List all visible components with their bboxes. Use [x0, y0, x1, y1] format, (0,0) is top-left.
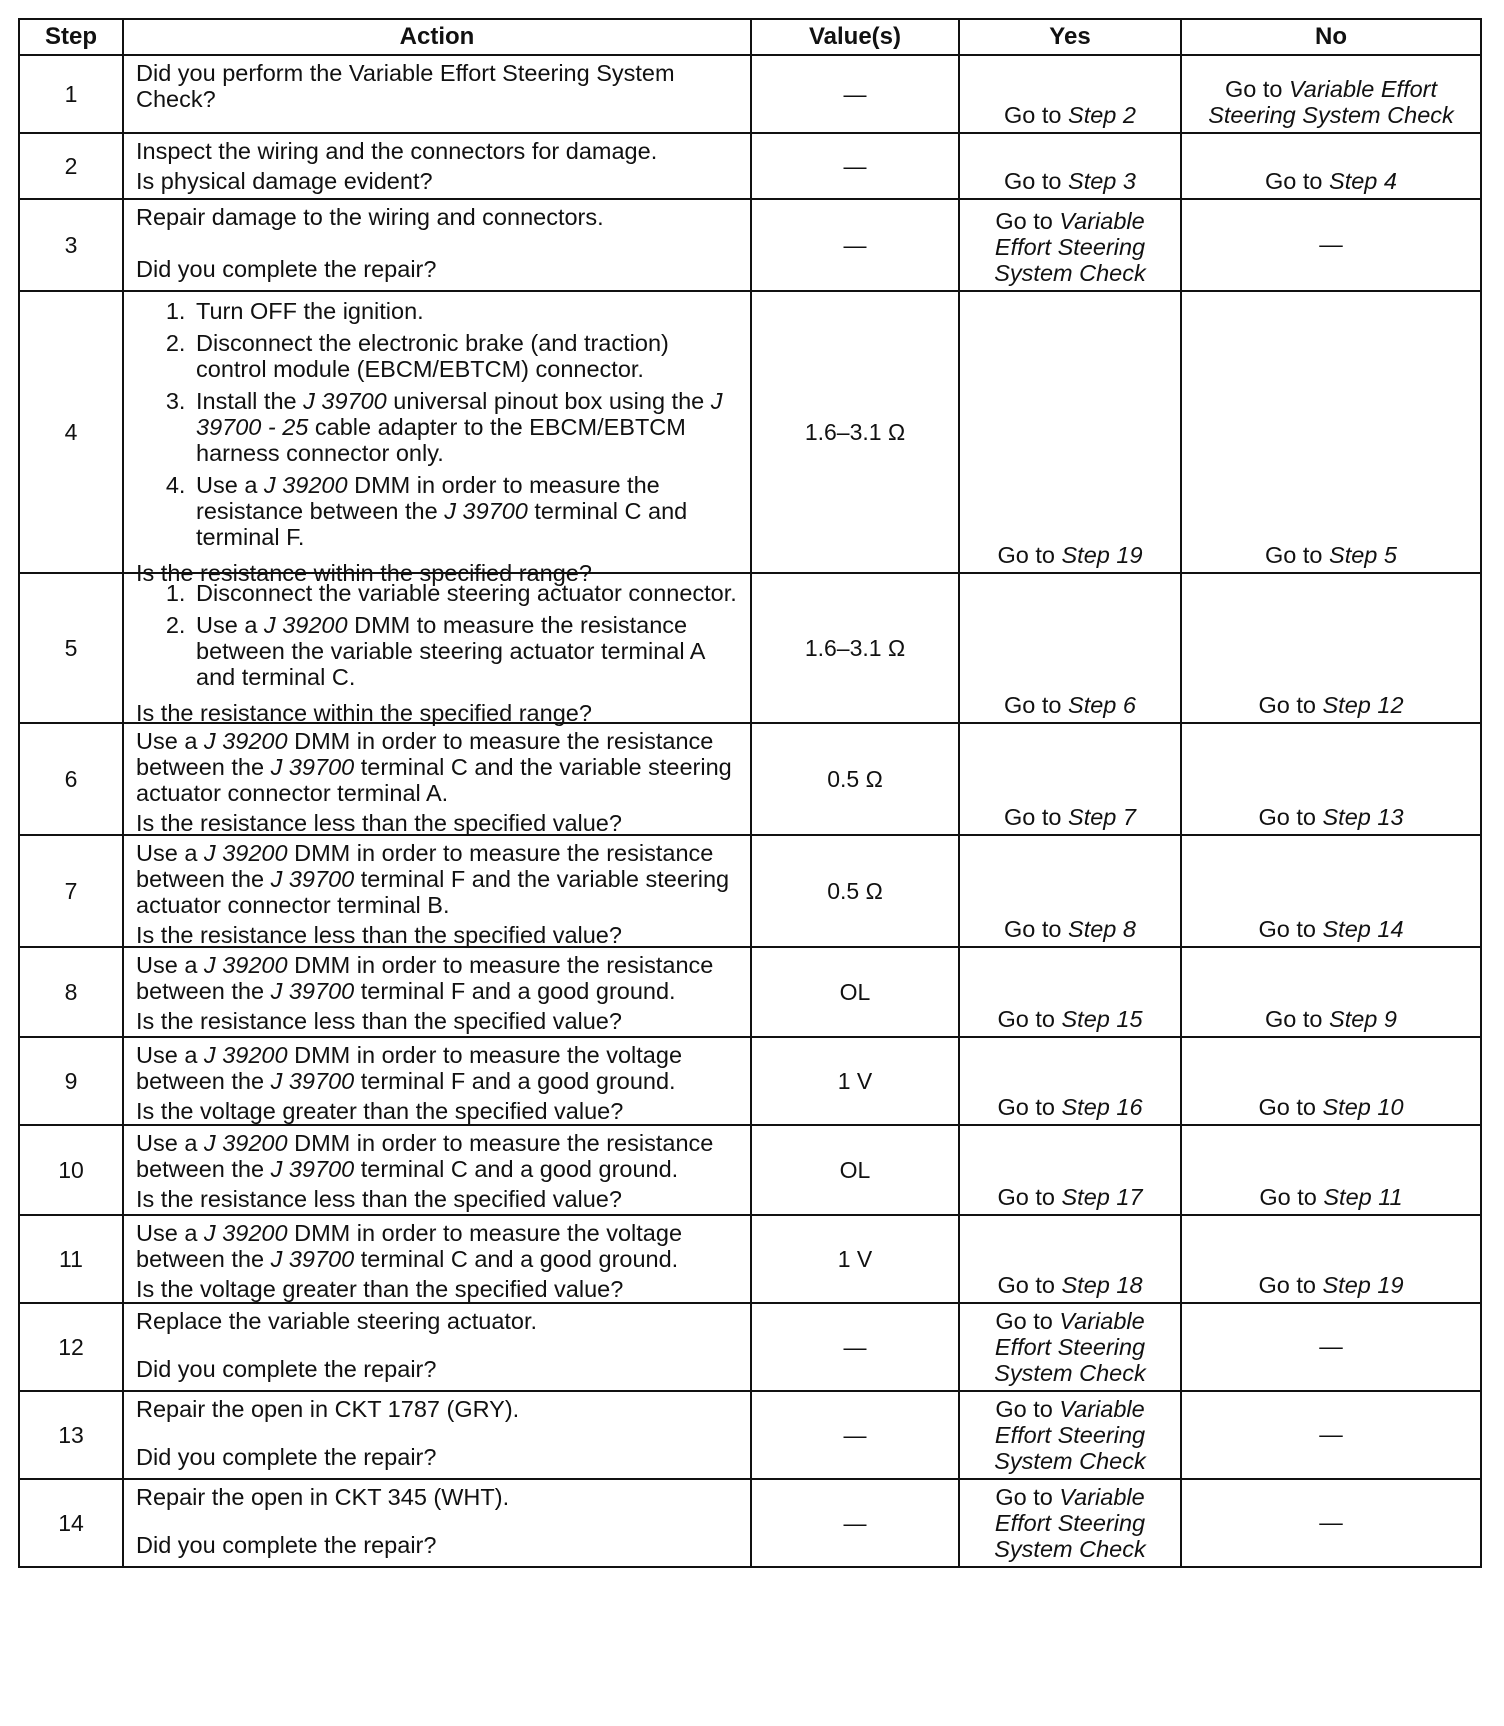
no-target: Step 5	[1329, 542, 1397, 568]
value-cell: —	[751, 1391, 959, 1479]
table-row	[19, 947, 1481, 1037]
no-cell: Go to Step 10	[1181, 1037, 1481, 1125]
action-text: Repair the open in CKT 345 (WHT).	[136, 1484, 510, 1510]
action-question: Is the resistance within the specified range?	[136, 560, 592, 586]
no-cell: Go to Step 14	[1181, 835, 1481, 947]
diagnostic-table	[18, 18, 1482, 1568]
yes-target: Variable Effort Steering System Check	[994, 1308, 1146, 1386]
value-cell: —	[751, 1479, 959, 1567]
no-target: Step 9	[1329, 1006, 1397, 1032]
table-row	[19, 573, 1481, 723]
no-cell: Go to Step 11	[1181, 1125, 1481, 1215]
table-row	[19, 723, 1481, 835]
header-yes: Yes	[959, 19, 1181, 55]
value-cell: OL	[751, 1125, 959, 1215]
action-text	[136, 296, 742, 556]
no-cell: Go to Step 9	[1181, 947, 1481, 1037]
no-cell: Go to Step 13	[1181, 723, 1481, 835]
action-cell	[123, 835, 751, 947]
action-cell	[123, 1479, 751, 1567]
yes-cell: Go to Step 16	[959, 1037, 1181, 1125]
table-row	[19, 55, 1481, 133]
no-cell: Go to Step 4	[1181, 133, 1481, 199]
value-cell: 0.5 Ω	[751, 835, 959, 947]
substep: 2. Disconnect the electronic brake (and traction) control module (EBCM/EBTCM) connector.	[192, 330, 742, 382]
no-cell: —	[1181, 1303, 1481, 1391]
step-number: 6	[19, 723, 123, 835]
no-target: Step 13	[1322, 804, 1404, 830]
yes-cell: Go to Step 3	[959, 133, 1181, 199]
action-cell	[123, 573, 751, 726]
yes-target: Step 19	[1061, 542, 1143, 568]
step-number: 9	[19, 1037, 123, 1125]
table-row	[19, 1037, 1481, 1125]
action-text: Use a J 39200 DMM in order to measure the resistance between the J 39700 terminal F and the variable steering actuator connector terminal B.	[136, 840, 730, 918]
value-cell: 1 V	[751, 1215, 959, 1303]
action-text: Repair damage to the wiring and connectors.	[136, 204, 604, 230]
table-row	[19, 1125, 1481, 1215]
action-text: Inspect the wiring and the connectors for damage.	[136, 138, 658, 164]
action-question: Is the voltage greater than the specified value?	[136, 1098, 624, 1124]
yes-target: Step 15	[1061, 1006, 1143, 1032]
action-question: Is the resistance within the specified range?	[136, 700, 592, 726]
action-question: Did you complete the repair?	[136, 256, 437, 282]
yes-cell: Go to Step 7	[959, 723, 1181, 835]
table-row	[19, 1215, 1481, 1303]
table-row	[19, 835, 1481, 947]
table-row	[19, 1391, 1481, 1479]
no-target: Variable Effort Steering System Check	[1208, 76, 1454, 128]
value-cell: 1.6–3.1 Ω	[751, 291, 959, 573]
no-cell: Go to Variable Effort Steering System Check	[1181, 55, 1481, 133]
step-number: 4	[19, 291, 123, 573]
value-cell: —	[751, 133, 959, 199]
yes-target: Variable Effort Steering System Check	[994, 1484, 1146, 1562]
yes-target: Step 18	[1061, 1272, 1143, 1298]
header-no: No	[1181, 19, 1481, 55]
no-cell: —	[1181, 1391, 1481, 1479]
substep: 1. Turn OFF the ignition.	[192, 298, 742, 324]
action-question: Is the resistance less than the specified value?	[136, 1186, 622, 1212]
no-cell: —	[1181, 1479, 1481, 1567]
yes-cell: Go to Step 2	[959, 55, 1181, 133]
action-cell	[123, 199, 751, 291]
no-target: Step 11	[1323, 1184, 1403, 1210]
action-cell	[123, 55, 751, 133]
header-action: Action	[123, 19, 751, 55]
step-number: 10	[19, 1125, 123, 1215]
yes-cell: Go to Step 17	[959, 1125, 1181, 1215]
step-number: 8	[19, 947, 123, 1037]
value-cell: —	[751, 55, 959, 133]
action-cell	[123, 1215, 751, 1303]
step-number: 2	[19, 133, 123, 199]
yes-target: Step 17	[1061, 1184, 1143, 1210]
yes-target: Variable Effort Steering System Check	[994, 1396, 1146, 1474]
no-cell: —	[1181, 199, 1481, 291]
value-cell: 0.5 Ω	[751, 723, 959, 835]
yes-cell: Go to Step 18	[959, 1215, 1181, 1303]
no-target: Step 19	[1322, 1272, 1404, 1298]
value-cell: —	[751, 1303, 959, 1391]
table-row	[19, 1303, 1481, 1391]
action-text: Repair the open in CKT 1787 (GRY).	[136, 1396, 520, 1422]
action-question: Is the voltage greater than the specified value?	[136, 1276, 624, 1302]
yes-target: Step 6	[1068, 692, 1136, 718]
yes-cell: Go to Step 8	[959, 835, 1181, 947]
yes-target: Step 2	[1068, 102, 1136, 128]
step-number: 7	[19, 835, 123, 947]
substep-list	[136, 580, 742, 690]
action-cell	[123, 291, 751, 586]
action-question: Is the resistance less than the specified value?	[136, 810, 622, 836]
no-target: Step 10	[1322, 1094, 1404, 1120]
yes-cell: Go to Variable Effort Steering System Check	[959, 199, 1181, 291]
action-cell	[123, 1037, 751, 1125]
yes-cell: Go to Variable Effort Steering System Check	[959, 1303, 1181, 1391]
action-cell	[123, 723, 751, 835]
no-cell: Go to Step 5	[1181, 291, 1481, 573]
yes-target: Variable Effort Steering System Check	[994, 208, 1146, 286]
action-text: Use a J 39200 DMM in order to measure the voltage between the J 39700 terminal F and a good ground.	[136, 1042, 683, 1094]
header-step: Step	[19, 19, 123, 55]
header-values: Value(s)	[751, 19, 959, 55]
table-body	[19, 55, 1481, 1567]
yes-target: Step 8	[1068, 916, 1136, 942]
step-number: 5	[19, 573, 123, 723]
value-cell: 1 V	[751, 1037, 959, 1125]
step-number: 12	[19, 1303, 123, 1391]
yes-cell: Go to Step 19	[959, 291, 1181, 573]
action-text: Use a J 39200 DMM in order to measure the voltage between the J 39700 terminal C and a good ground.	[136, 1220, 683, 1272]
action-cell	[123, 947, 751, 1037]
step-number: 11	[19, 1215, 123, 1303]
value-cell: 1.6–3.1 Ω	[751, 573, 959, 723]
yes-cell: Go to Step 6	[959, 573, 1181, 723]
action-text: Use a J 39200 DMM in order to measure the resistance between the J 39700 terminal F and a good ground.	[136, 952, 714, 1004]
yes-target: Step 3	[1068, 168, 1136, 194]
substep: 3. Install the J 39700 universal pinout box using the J 39700 - 25 cable adapter to the EBCM/EBTCM harness connector only.	[192, 388, 742, 466]
action-cell	[123, 133, 751, 199]
action-text: Use a J 39200 DMM in order to measure the resistance between the J 39700 terminal C and a good ground.	[136, 1130, 714, 1182]
substep: 1. Disconnect the variable steering actuator connector.	[192, 580, 742, 606]
substep: 4. Use a J 39200 DMM in order to measure the resistance between the J 39700 terminal C and terminal F.	[192, 472, 742, 550]
header-row	[19, 19, 1481, 55]
step-number: 1	[19, 55, 123, 133]
yes-cell: Go to Variable Effort Steering System Check	[959, 1391, 1181, 1479]
action-question: Did you complete the repair?	[136, 1532, 437, 1558]
step-number: 3	[19, 199, 123, 291]
action-text: Replace the variable steering actuator.	[136, 1308, 538, 1334]
table-row	[19, 133, 1481, 199]
value-cell: —	[751, 199, 959, 291]
value-cell: OL	[751, 947, 959, 1037]
yes-cell: Go to Variable Effort Steering System Check	[959, 1479, 1181, 1567]
yes-target: Step 7	[1068, 804, 1136, 830]
substep: 2. Use a J 39200 DMM to measure the resistance between the variable steering actuator terminal A and terminal C.	[192, 612, 742, 690]
action-cell	[123, 1391, 751, 1479]
yes-target: Step 16	[1061, 1094, 1143, 1120]
action-text	[136, 578, 742, 696]
table-row	[19, 291, 1481, 573]
yes-cell: Go to Step 15	[959, 947, 1181, 1037]
action-question: Did you complete the repair?	[136, 1356, 437, 1382]
step-number: 13	[19, 1391, 123, 1479]
action-text: Did you perform the Variable Effort Steering System Check?	[136, 60, 675, 112]
diagnostic-table-page	[18, 18, 1480, 1568]
action-question: Did you complete the repair?	[136, 1444, 437, 1470]
no-target: Step 4	[1329, 168, 1397, 194]
action-question: Is the resistance less than the specified value?	[136, 1008, 622, 1034]
action-question: Is physical damage evident?	[136, 168, 433, 194]
no-target: Step 12	[1322, 692, 1404, 718]
table-row	[19, 1479, 1481, 1567]
action-cell	[123, 1125, 751, 1215]
action-cell	[123, 1303, 751, 1391]
no-target: Step 14	[1322, 916, 1404, 942]
action-question: Is the resistance less than the specified value?	[136, 922, 622, 948]
action-text: Use a J 39200 DMM in order to measure the resistance between the J 39700 terminal C and the variable steering actuator connector terminal A.	[136, 728, 732, 806]
no-cell: Go to Step 12	[1181, 573, 1481, 723]
table-row	[19, 199, 1481, 291]
step-number: 14	[19, 1479, 123, 1567]
no-cell: Go to Step 19	[1181, 1215, 1481, 1303]
substep-list	[136, 298, 742, 550]
